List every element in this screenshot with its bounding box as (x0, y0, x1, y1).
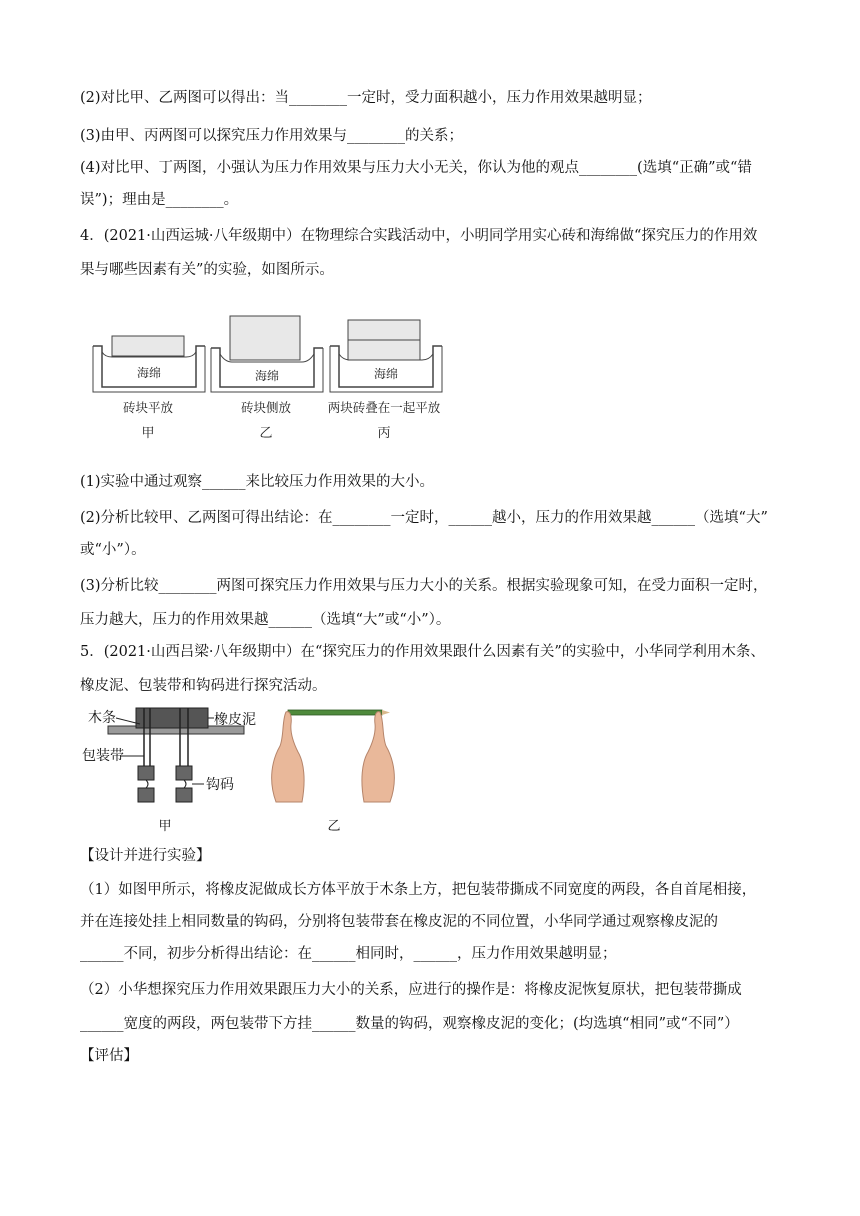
question-5-part-2-cont: ______宽度的两段，两包装带下方挂______数量的钩码，观察橡皮泥的变化；(均选填“相同”或“不同”） (80, 1016, 739, 1032)
label-weight: 钩码 (206, 777, 234, 793)
question-3-part-3: (3)由甲、丙两图可以探究压力作用效果与________的关系； (80, 128, 464, 144)
question-4-stem: 4．(2021·山西运城·八年级期中）在物理综合实践活动中，小明同学用实心砖和海绵做“探究压力的作用效 (80, 228, 758, 244)
question-5-part-1-cont2: ______不同，初步分析得出结论：在______相同时，______，压力作用效果越明显； (80, 946, 617, 962)
label-clay: 橡皮泥 (214, 712, 256, 728)
sponge-label-a: 海绵 (136, 366, 162, 380)
label-fig-b: 乙 (327, 819, 341, 834)
caption-a: 砖块平放 (122, 400, 174, 415)
question-4-part-1: (1)实验中通过观察______来比较压力作用效果的大小。 (80, 474, 435, 490)
caption-c: 两块砖叠在一起平放 (327, 400, 441, 415)
section-design-heading: 【设计并进行实验】 (80, 848, 211, 864)
section-evaluation-heading: 【评估】 (80, 1048, 138, 1064)
setup-c (330, 320, 442, 392)
label-c: 丙 (377, 426, 391, 441)
setup-a (93, 336, 205, 392)
figure-bricks-sponge (90, 312, 450, 447)
sponge-label-b: 海绵 (254, 369, 280, 383)
question-5-part-2: （2）小华想探究压力作用效果跟压力大小的关系，应进行的操作是：将橡皮泥恢复原状，把包装带撕成 (80, 982, 742, 998)
question-4-part-2: (2)分析比较甲、乙两图可得出结论：在________一定时，______越小，压力的作用效果越______（选填“大” (80, 510, 768, 526)
figure-hands-pencil (258, 700, 408, 840)
setup-b (211, 316, 323, 392)
question-5-stem: 5．(2021·山西吕梁·八年级期中）在“探究压力的作用效果跟什么因素有关”的实验中，小华同学利用木条、 (80, 644, 765, 660)
question-4-part-2-cont: 或“小”）。 (80, 542, 146, 558)
question-4-part-3: (3)分析比较________两图可探究压力作用效果与压力大小的关系。根据实验现象可知，在受力面积一定时， (80, 578, 768, 594)
question-5-part-1: （1）如图甲所示，将橡皮泥做成长方体平放于木条上方，把包装带撕成不同宽度的两段，各自首尾相接， (80, 882, 757, 898)
question-4-part-3-cont: 压力越大，压力的作用效果越______（选填“大”或“小”）。 (80, 612, 451, 628)
label-strap: 包装带 (82, 748, 124, 764)
figure-apparatus (80, 700, 270, 840)
question-4-stem-cont: 果与哪些因素有关”的实验，如图所示。 (80, 262, 334, 278)
caption-b: 砖块侧放 (240, 400, 292, 415)
question-5-part-1-cont: 并在连接处挂上相同数量的钩码，分别将包装带套在橡皮泥的不同位置，小华同学通过观察橡皮泥的 (80, 914, 718, 930)
label-wood: 木条 (88, 710, 116, 726)
sponge-label-c: 海绵 (373, 367, 399, 381)
label-fig-a: 甲 (158, 819, 172, 834)
label-a: 甲 (141, 426, 155, 441)
question-3-part-4-cont: 误”)；理由是________。 (80, 192, 239, 208)
label-b: 乙 (259, 426, 273, 441)
question-3-part-4: (4)对比甲、丁两图，小强认为压力作用效果与压力大小无关，你认为他的观点________(选填“正确”或“错 (80, 160, 752, 176)
question-5-stem-cont: 橡皮泥、包装带和钩码进行探究活动。 (80, 678, 327, 694)
question-3-part-2: (2)对比甲、乙两图可以得出：当________一定时，受力面积越小，压力作用效果越明显； (80, 90, 652, 106)
